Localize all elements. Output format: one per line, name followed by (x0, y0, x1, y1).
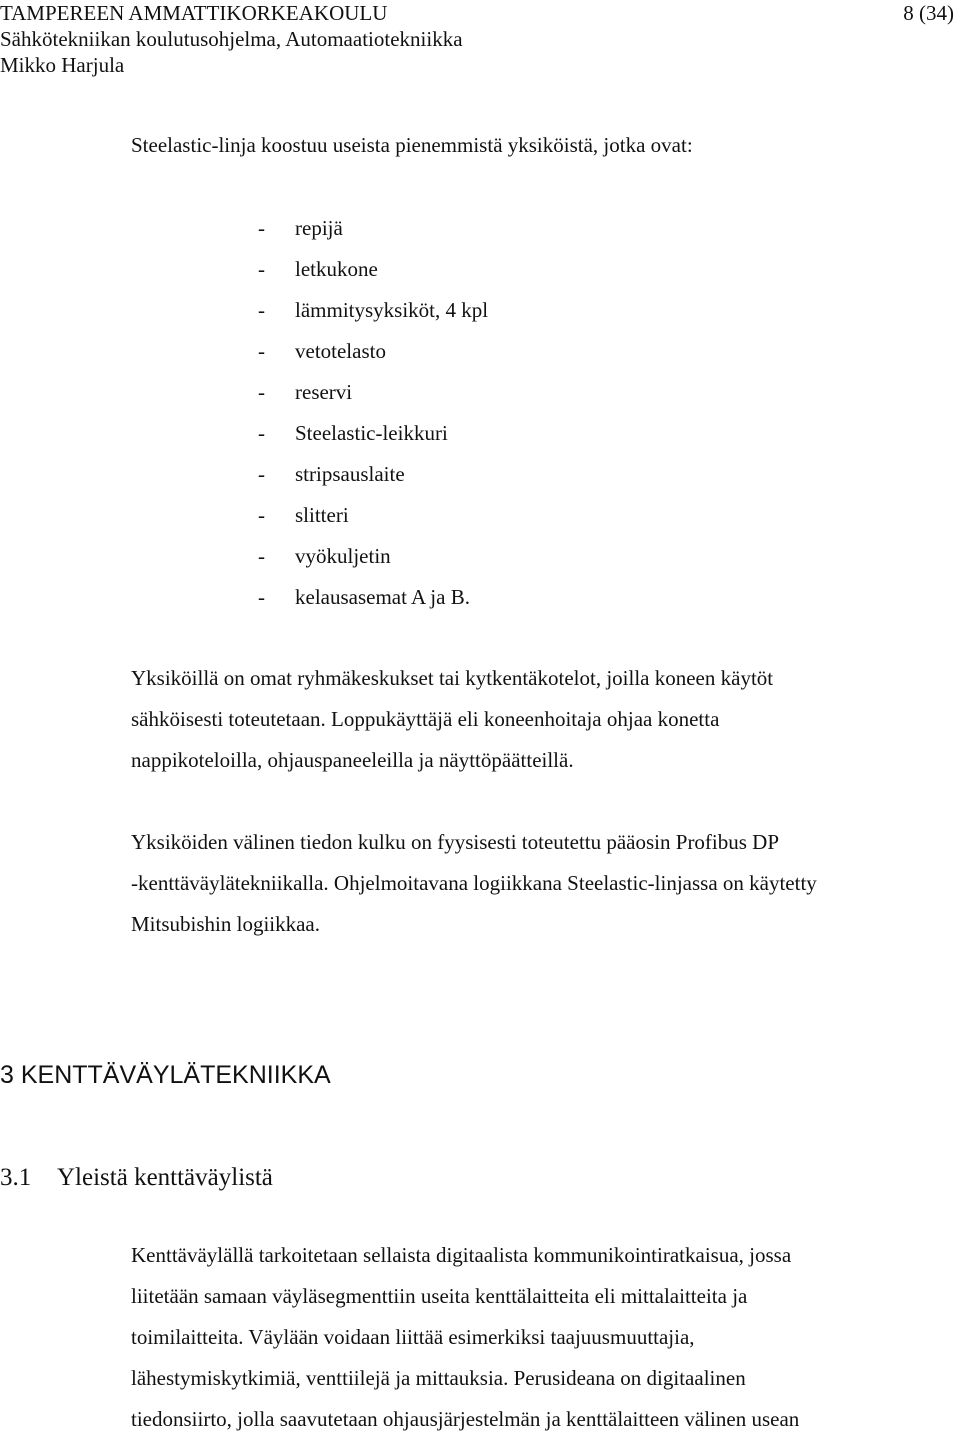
paragraph-line: tiedonsiirto, jolla saavutetaan ohjausjärjestelmän ja kenttälaitteen välinen usean (131, 1407, 800, 1431)
list-item-label: slitteri (295, 503, 349, 527)
intro-paragraph: Steelastic-linja koostuu useista pienemmistä yksiköistä, jotka ovat: (131, 133, 693, 157)
list-item-label: vetotelasto (295, 339, 386, 363)
paragraph-line: lähestymiskytkimiä, venttiilejä ja mittauksia. Perusideana on digitaalinen (131, 1366, 746, 1390)
header-institution: TAMPEREEN AMMATTIKORKEAKOULU (0, 1, 388, 25)
list-item (258, 536, 488, 577)
list-item-label: vyökuljetin (295, 544, 391, 568)
list-item (258, 249, 488, 290)
list-dash: - (258, 216, 265, 240)
list-item (258, 208, 488, 249)
paragraph-line: toimilaitteita. Väylään voidaan liittää esimerkiksi taajuusmuuttajia, (131, 1325, 695, 1349)
list-item (258, 577, 488, 618)
subsection-heading (0, 1158, 273, 1198)
list-item (258, 413, 488, 454)
list-item-label: reservi (295, 380, 353, 404)
list-item-label: kelausasemat A ja B. (295, 585, 470, 609)
paragraph-line: Kenttäväylällä tarkoitetaan sellaista digitaalista kommunikointiratkaisua, jossa (131, 1243, 792, 1267)
subsection-title: Yleistä kenttäväylistä (57, 1164, 273, 1191)
paragraph-fieldbus (131, 1235, 920, 1440)
list-dash: - (258, 544, 265, 568)
subsection-number: 3.1 (0, 1164, 32, 1191)
header-author: Mikko Harjula (0, 53, 125, 77)
list-dash: - (258, 585, 265, 609)
list-dash: - (258, 339, 265, 363)
paragraph-control (131, 658, 920, 781)
unit-list (258, 208, 488, 618)
paragraph-line: -kenttäväylätekniikalla. Ohjelmoitavana logiikkana Steelastic-linjassa on käytetty (131, 871, 817, 895)
paragraph-line: liitetään samaan väyläsegmenttiin useita kenttälaitteita eli mittalaitteita ja (131, 1284, 748, 1308)
page-header (0, 0, 960, 78)
paragraph-line: nappikoteloilla, ohjauspaneeleilla ja näyttöpäätteillä. (131, 748, 574, 772)
paragraph-communication (131, 822, 920, 945)
list-dash: - (258, 298, 265, 322)
list-dash: - (258, 421, 265, 445)
list-dash: - (258, 503, 265, 527)
list-item-label: Steelastic-leikkuri (295, 421, 448, 445)
list-item-label: letkukone (295, 257, 378, 281)
list-dash: - (258, 257, 265, 281)
list-item-label: repijä (295, 216, 343, 240)
list-item-label: lämmitysyksiköt, 4 kpl (295, 298, 489, 322)
paragraph-line: Yksiköillä on omat ryhmäkeskukset tai kytkentäkotelot, joilla koneen käytöt (131, 666, 774, 690)
list-dash: - (258, 462, 265, 486)
paragraph-line: sähköisesti toteutetaan. Loppukäyttäjä eli koneenhoitaja ohjaa konetta (131, 707, 720, 731)
paragraph-line: Mitsubishin logiikkaa. (131, 912, 320, 936)
paragraph-line: Yksiköiden välinen tiedon kulku on fyysisesti toteutettu pääosin Profibus DP (131, 830, 780, 854)
list-item (258, 372, 488, 413)
list-item (258, 495, 488, 536)
header-program: Sähkötekniikan koulutusohjelma, Automaatiotekniikka (0, 27, 463, 51)
list-item (258, 331, 488, 372)
section-heading: 3 KENTTÄVÄYLÄTEKNIIKKA (0, 1061, 331, 1089)
list-dash: - (258, 380, 265, 404)
list-item-label: stripsauslaite (295, 462, 405, 486)
list-item (258, 290, 488, 331)
page-number: 8 (34) (903, 1, 954, 25)
list-item (258, 454, 488, 495)
